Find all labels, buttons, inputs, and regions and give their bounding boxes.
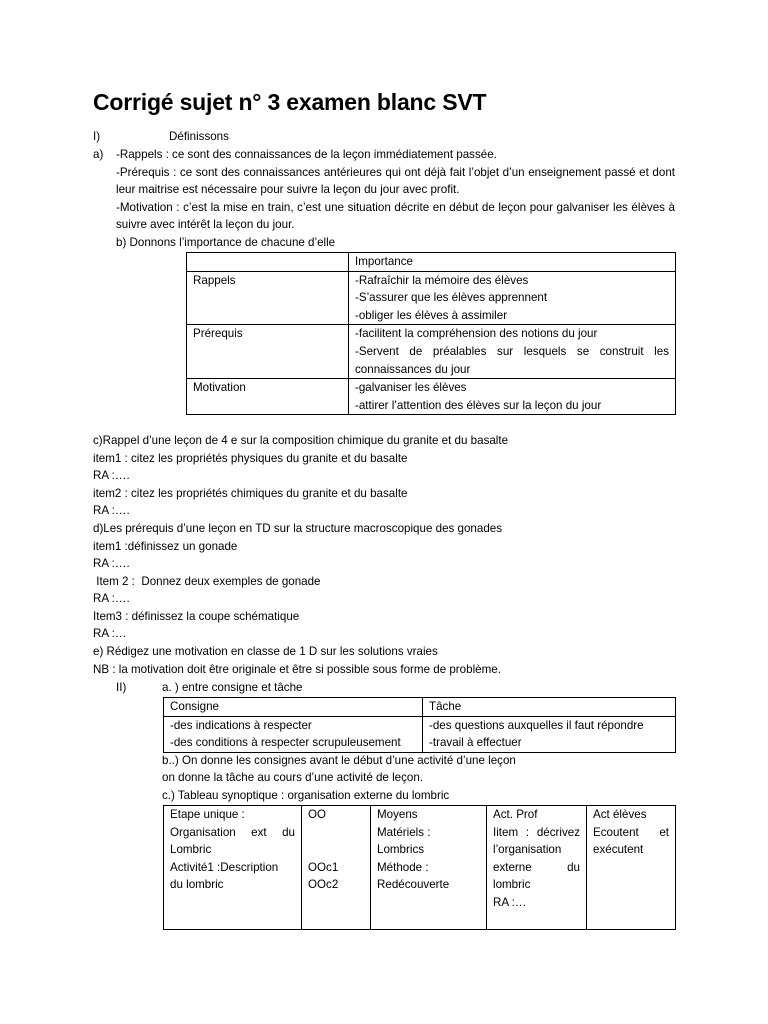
part-d-ra2: RA :…. <box>93 592 130 605</box>
part-d-item2: Item 2 : Donnez deux exemples de gonade <box>93 575 321 588</box>
table-row <box>187 271 676 325</box>
synoptic-table <box>163 805 676 930</box>
list-item: Iitem : décrivez <box>493 825 580 839</box>
part-d-item3: Item3 : définissez la coupe schématique <box>93 610 300 623</box>
item-b-text: b) Donnons l’importance de chacune d’elle <box>116 236 336 249</box>
table-header-cell: Tâche <box>423 698 676 717</box>
row-label-prerequis: Prérequis <box>187 325 349 379</box>
part-e-line2: NB : la motivation doit être originale et être si possible sous forme de problème. <box>93 663 501 676</box>
list-item: -des questions auxquelles il faut répondre <box>429 718 644 732</box>
part-d-ra1: RA :…. <box>93 557 130 570</box>
list-item: Lombric <box>170 843 212 857</box>
table-row <box>187 325 676 379</box>
table-header-cell: Importance <box>349 253 676 272</box>
prerequis-definition-line2: leur maitrise est nécessaire pour suivre la leçon du jour avec profit. <box>116 183 460 196</box>
list-item: Organisation ext du <box>170 825 295 839</box>
list-item: OO <box>308 808 327 821</box>
table-header-cell: Consigne <box>164 698 423 717</box>
list-item: -obliger les élèves à assimiler <box>355 308 508 322</box>
list-item: du lombric <box>170 878 224 892</box>
list-item: exécutent <box>593 843 644 857</box>
list-item: -travail à effectuer <box>429 736 522 750</box>
list-item: Activité1 :Description <box>170 860 279 874</box>
list-item: l’organisation <box>493 843 562 857</box>
motivation-definition-line1: -Motivation : c’est la mise en train, c’est une situation décrite en début de leçon pour galvaniser les élèves à <box>116 201 675 214</box>
list-item: Méthode : <box>377 860 429 874</box>
section1-number: I) <box>93 130 101 143</box>
section2-a-text: a. ) entre consigne et tâche <box>162 681 303 694</box>
list-item: -attirer l’attention des élèves sur la leçon du jour <box>355 398 602 412</box>
list-item: externe du <box>493 860 580 874</box>
consigne-cell <box>164 716 423 752</box>
list-item: -des indications à respecter <box>170 718 312 732</box>
list-item: -facilitent la compréhension des notions du jour <box>355 327 598 341</box>
table-row <box>164 698 676 717</box>
list-item: -des conditions à respecter scrupuleusement <box>170 736 401 750</box>
tache-cell <box>423 716 676 752</box>
list-item: OOc2 <box>308 878 339 892</box>
part-c-ra2: RA :…. <box>93 504 130 517</box>
list-item: Act. Prof <box>493 808 538 821</box>
list-item: Redécouverte <box>377 878 450 892</box>
section2-b-line2: on donne la tâche au cours d’une activité de leçon. <box>162 771 424 784</box>
list-item: Ecoutent et <box>593 825 669 839</box>
motivation-definition-line2: suivre avec intérêt la leçon du jour. <box>116 218 295 231</box>
list-item: -S’assurer que les élèves apprennent <box>355 291 548 305</box>
importance-table <box>186 252 676 415</box>
part-c-intro: c)Rappel d’une leçon de 4 e sur la composition chimique du granite et du basalte <box>93 434 509 447</box>
part-e-line1: e) Rédigez une motivation en classe de 1 D sur les solutions vraies <box>93 645 438 658</box>
table-row <box>164 716 676 752</box>
list-item: -Servent de préalables sur lesquels se construit les <box>355 344 669 358</box>
table-row <box>187 253 676 272</box>
etape-cell <box>164 806 302 930</box>
table-row <box>164 806 676 930</box>
part-c-ra1: RA :…. <box>93 469 130 482</box>
part-d-intro: d)Les prérequis d’une leçon en TD sur la structure macroscopique des gonades <box>93 522 503 535</box>
section1-heading: Définissons <box>169 130 229 143</box>
list-item: connaissances du jour <box>355 362 471 376</box>
table-header-cell <box>187 253 349 272</box>
act-eleves-cell <box>587 806 676 930</box>
section2-c-text: c.) Tableau synoptique : organisation externe du lombric <box>162 789 450 802</box>
row-label-motivation: Motivation <box>187 379 349 415</box>
rappels-definition: -Rappels : ce sont des connaissances de la leçon immédiatement passée. <box>116 148 497 161</box>
prerequis-importance <box>349 325 676 379</box>
rappels-importance <box>349 271 676 325</box>
list-item: lombric <box>493 878 531 892</box>
list-item: OOc1 <box>308 860 339 874</box>
list-item: Matériels : <box>377 825 431 839</box>
moyens-cell <box>371 806 487 930</box>
act-prof-cell <box>487 806 587 930</box>
list-item: Moyens <box>377 808 418 821</box>
list-item: -galvaniser les élèves <box>355 381 467 395</box>
part-c-item1: item1 : citez les propriétés physiques du granite et du basalte <box>93 452 408 465</box>
oo-cell <box>302 806 371 930</box>
document-title: Corrigé sujet n° 3 examen blanc SVT <box>93 89 487 115</box>
table-row <box>187 379 676 415</box>
row-label-rappels: Rappels <box>187 271 349 325</box>
list-item: RA :… <box>493 895 527 909</box>
list-item: Act élèves <box>593 808 647 821</box>
part-d-item1: item1 :définissez un gonade <box>93 540 238 553</box>
prerequis-definition-line1: -Prérequis : ce sont des connaissances antérieures qui ont déjà fait l’objet d’un enseignement passé et dont <box>116 166 675 179</box>
motivation-importance <box>349 379 676 415</box>
list-item: -Rafraîchir la mémoire des élèves <box>355 273 529 287</box>
list-item: Lombrics <box>377 843 425 857</box>
part-d-ra3: RA :… <box>93 627 127 640</box>
consigne-tache-table <box>163 697 676 753</box>
list-item: Etape unique : <box>170 808 245 821</box>
item-a-label: a) <box>93 148 104 161</box>
section2-number: II) <box>116 681 127 694</box>
section2-b-line1: b..) On donne les consignes avant le début d’une activité d’une leçon <box>162 754 516 767</box>
part-c-item2: item2 : citez les propriétés chimiques du granite et du basalte <box>93 487 408 500</box>
